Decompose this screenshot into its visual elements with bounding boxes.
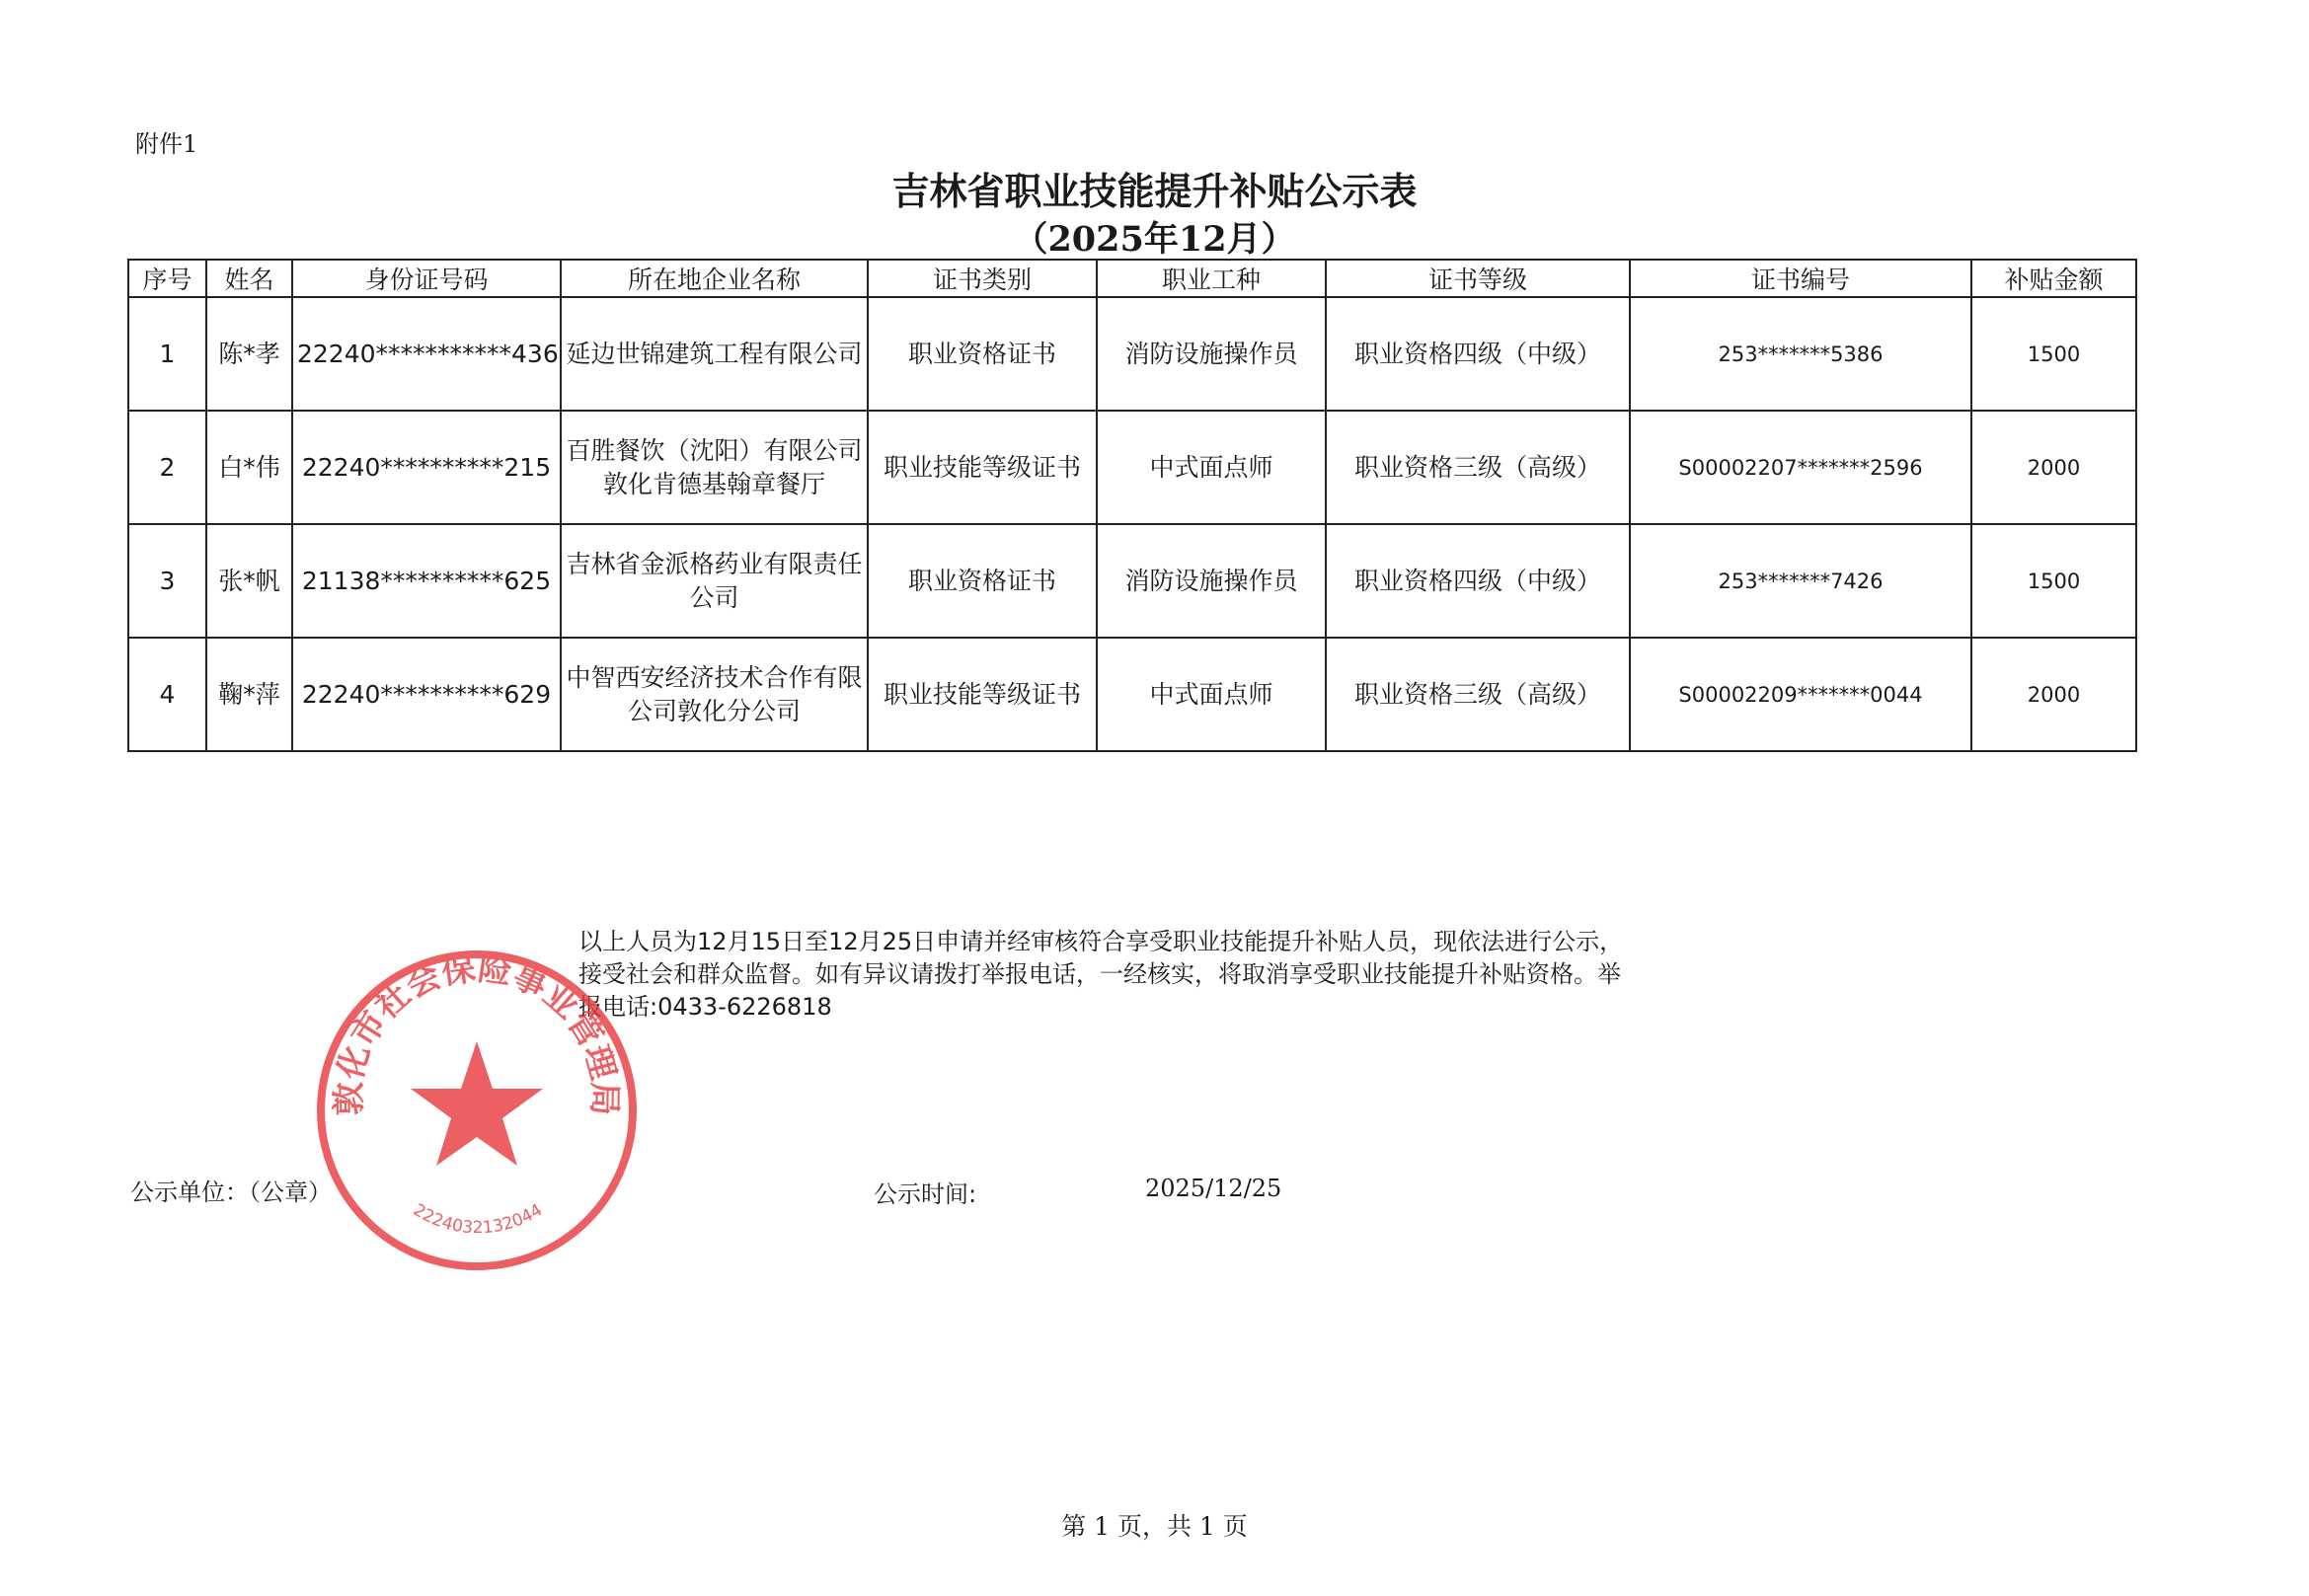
cell-amount: 2000 bbox=[1971, 411, 2136, 524]
cell-name: 鞠*萍 bbox=[206, 638, 292, 751]
col-header-name: 姓名 bbox=[206, 260, 292, 297]
cell-amount: 2000 bbox=[1971, 638, 2136, 751]
cell-name: 白*伟 bbox=[206, 411, 292, 524]
cell-occupation: 中式面点师 bbox=[1097, 638, 1326, 751]
cell-name: 陈*孝 bbox=[206, 297, 292, 411]
subsidy-table bbox=[127, 259, 2137, 752]
col-header-index: 序号 bbox=[128, 260, 206, 297]
cell-cert-level: 职业资格三级（高级） bbox=[1326, 638, 1630, 751]
table-row bbox=[128, 411, 2136, 524]
notice-text: 以上人员为12月15日至12月25日申请并经审核符合享受职业技能提升补贴人员，现依法进行公示，接受社会和群众监督。如有异议请拨打举报电话，一经核实，将取消享受职业技能提升补贴资格。举报电话:0433-6226818 bbox=[578, 928, 1624, 1021]
official-seal bbox=[314, 948, 640, 1273]
col-header-amount: 补贴金额 bbox=[1971, 260, 2136, 297]
cell-amount: 1500 bbox=[1971, 297, 2136, 411]
table-row bbox=[128, 638, 2136, 751]
cell-company: 延边世锦建筑工程有限公司 bbox=[561, 297, 868, 411]
cell-cert-number: S00002207*******2596 bbox=[1630, 411, 1971, 524]
cell-name: 张*帆 bbox=[206, 524, 292, 638]
col-header-company: 所在地企业名称 bbox=[561, 260, 868, 297]
cell-cert-type: 职业技能等级证书 bbox=[868, 638, 1097, 751]
cell-index: 2 bbox=[128, 411, 206, 524]
col-header-occupation: 职业工种 bbox=[1097, 260, 1326, 297]
publisher-label: 公示单位：（公章） bbox=[130, 1178, 332, 1206]
page-title: 吉林省职业技能提升补贴公示表 bbox=[891, 170, 1418, 213]
cell-cert-type: 职业资格证书 bbox=[868, 297, 1097, 411]
seal-text: 敦化市社会保险事业管理局 bbox=[329, 949, 625, 1116]
col-header-cert-type: 证书类别 bbox=[868, 260, 1097, 297]
page-subtitle: （2025年12月） bbox=[1013, 219, 1296, 260]
cell-occupation: 中式面点师 bbox=[1097, 411, 1326, 524]
table-row bbox=[128, 524, 2136, 638]
cell-company: 中智西安经济技术合作有限公司敦化分公司 bbox=[561, 638, 868, 751]
cell-company: 吉林省金派格药业有限责任公司 bbox=[561, 524, 868, 638]
seal-star-icon bbox=[411, 1041, 543, 1166]
cell-amount: 1500 bbox=[1971, 524, 2136, 638]
publish-time-value: 2025/12/25 bbox=[1145, 1175, 1282, 1202]
cell-cert-number: S00002209*******0044 bbox=[1630, 638, 1971, 751]
cell-id-number: 22240***********436 bbox=[292, 297, 561, 411]
cell-cert-level: 职业资格三级（高级） bbox=[1326, 411, 1630, 524]
cell-cert-number: 253*******7426 bbox=[1630, 524, 1971, 638]
cell-occupation: 消防设施操作员 bbox=[1097, 524, 1326, 638]
cell-id-number: 22240**********215 bbox=[292, 411, 561, 524]
table-header-row bbox=[128, 260, 2136, 297]
cell-company: 百胜餐饮（沈阳）有限公司敦化肯德基翰章餐厅 bbox=[561, 411, 868, 524]
cell-index: 4 bbox=[128, 638, 206, 751]
cell-cert-number: 253*******5386 bbox=[1630, 297, 1971, 411]
col-header-cert-level: 证书等级 bbox=[1326, 260, 1630, 297]
publish-time-label: 公示时间: bbox=[874, 1180, 977, 1208]
page-number-footer: 第 1 页，共 1 页 bbox=[1061, 1512, 1248, 1541]
cell-cert-type: 职业技能等级证书 bbox=[868, 411, 1097, 524]
col-header-cert-number: 证书编号 bbox=[1630, 260, 1971, 297]
cell-cert-level: 职业资格四级（中级） bbox=[1326, 524, 1630, 638]
col-header-id-number: 身份证号码 bbox=[292, 260, 561, 297]
cell-cert-level: 职业资格四级（中级） bbox=[1326, 297, 1630, 411]
cell-index: 3 bbox=[128, 524, 206, 638]
cell-occupation: 消防设施操作员 bbox=[1097, 297, 1326, 411]
cell-index: 1 bbox=[128, 297, 206, 411]
cell-cert-type: 职业资格证书 bbox=[868, 524, 1097, 638]
table-row bbox=[128, 297, 2136, 411]
cell-id-number: 21138**********625 bbox=[292, 524, 561, 638]
seal-number: 2224032132044 bbox=[409, 1200, 547, 1239]
cell-id-number: 22240**********629 bbox=[292, 638, 561, 751]
attachment-label: 附件1 bbox=[135, 130, 198, 158]
